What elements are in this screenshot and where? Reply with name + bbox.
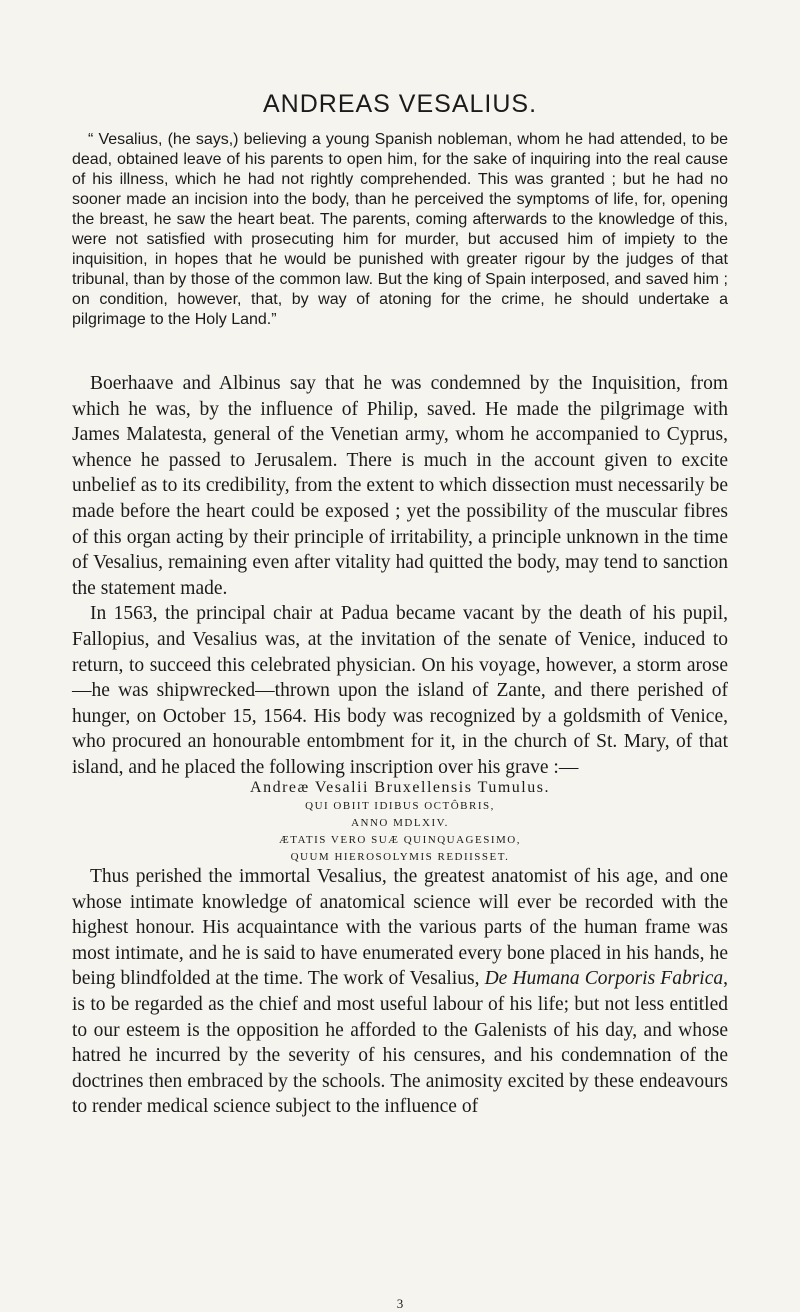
quote-paragraph: “ Vesalius, (he says,) believing a young Spanish nobleman, whom he had attended, to be dead, obtained leave of his parents to open him, for the sake of inquiring into the real cause of his illness, which he had not rightly comprehended. This was granted ; but he had no sooner made an incision into the body, than he perceived the symptoms of life, for, opening the breast, he saw the heart beat. The parents, coming afterwards to the knowledge of this, were not satisfied with prosecuting him for murder, but accused him of impiety to the inquisition, in hopes that he would be punished with greater rigour by the judges of that tribunal, than by those of the common law. But the king of Spain interposed, and saved him ; on condition, however, that, by way of atoning for the crime, he should undertake a pilgrimage to the Holy Land.” (72, 131, 728, 328)
paragraph-padua: In 1563, the principal chair at Padua became vacant by the death of his pupil, Fallopius, and Vesalius was, at the invitation of the senate of Venice, induced to return, to succeed this celebrated physician. On his voyage, however, a storm arose—he was shipwrecked—thrown upon the island of Zante, and there perished of hunger, on October 15, 1564. His body was recognized by a goldsmith of Venice, who procured an honourable entombment for it, in the church of St. Mary, of that island, and he placed the following inscription over his grave :— (72, 603, 728, 778)
grave-inscription (72, 778, 728, 866)
paragraph-immortal (72, 864, 728, 1120)
running-header: ANDREAS VESALIUS. (262, 90, 538, 118)
paragraph-immortal-rest: , is to be regarded as the chief and most useful labour of his life; but not less entitled to our esteem is the opposition he afforded to the Galenists of his day, and whose hatred he incurred by the severity of his censures, and his condemnation of the doctrines then embraced by the schools. The animosity excited by these endeavours to render medical science subject to the influence of (72, 968, 728, 1118)
body-text-upper (72, 371, 728, 781)
quoted-passage (72, 130, 728, 330)
inscription-line-3: ANNO MDLXIV. (351, 817, 449, 829)
paragraph-immortal-start: Thus perished the immortal Vesalius, the greatest anatomist of his age, and one whose intimate knowledge of anatomical science will ever be recorded with the highest honour. His acquaintance with the various parts of the human frame was most intimate, and he is said to have enumerated every bone placed in his hands, he being blindfolded at the time. The work of Vesalius, (72, 866, 728, 990)
page-number: 3 (396, 1296, 404, 1311)
work-title: De Humana Corporis Fabrica (484, 968, 724, 990)
inscription-line-2: QUI OBIIT IDIBUS OCTÔBRIS, (305, 800, 495, 812)
body-text-lower (72, 864, 728, 1120)
paragraph-boerhaave: Boerhaave and Albinus say that he was condemned by the Inquisition, from which he was, by the influence of Philip, saved. He made the pilgrimage with James Malatesta, general of the Venetian army, whom he accompanied to Cyprus, whence he passed to Jerusalem. There is much in the account given to excite unbelief as to its credibility, from the extent to which dissection must necessarily be made before the heart could be exposed ; yet the possibility of the muscular fibres of this organ acting by their principle of irritability, a principle unknown in the time of Vesalius, remaining even after vitality had quitted the body, may tend to sanction the statement made. (72, 373, 728, 599)
inscription-line-1: Andreæ Vesalii Bruxellensis Tumulus. (250, 779, 550, 796)
inscription-line-4: ÆTATIS VERO SUÆ QUINQUAGESIMO, (279, 834, 521, 846)
inscription-line-5: QUUM HIEROSOLYMIS REDIISSET. (290, 851, 510, 863)
